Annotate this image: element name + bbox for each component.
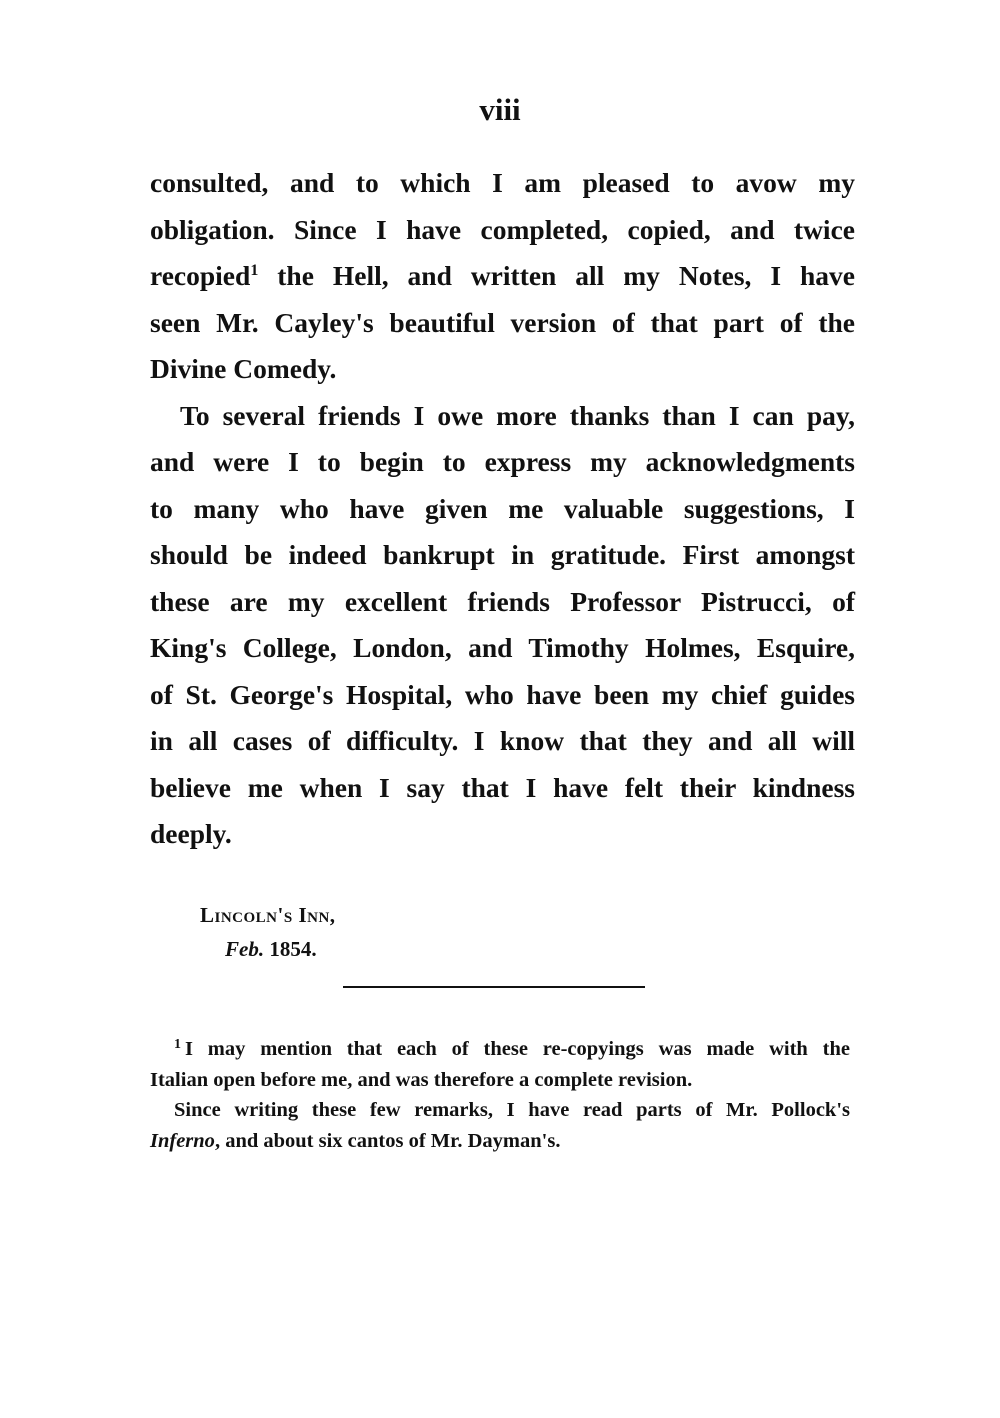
text-line: believe me when I say that I have felt their kindness (150, 771, 855, 803)
text-line: obligation. Since I have completed, copied, and twice (150, 213, 855, 245)
page-number: viii (479, 92, 521, 127)
footnote-line (150, 1030, 850, 1065)
signature-date-year: 1854. (264, 937, 317, 961)
footnote-line: Italian open before me, and was therefore a complete revision. (150, 1068, 693, 1091)
text-line: consulted, and to which I am pleased to avow my (150, 167, 855, 198)
signature-date-month: Feb. (225, 937, 265, 961)
text-line (150, 253, 855, 300)
text-span: I may mention that each of these re-copyings was made with the (185, 1038, 850, 1060)
text-line: Divine Comedy. (150, 353, 337, 384)
text-line: to many who have given me valuable suggestions, I (150, 492, 855, 524)
book-title: Inferno (150, 1129, 215, 1152)
text-line: seen Mr. Cayley's beautiful version of that part of the (150, 306, 855, 338)
text-line: in all cases of difficulty. I know that they and all will (150, 725, 855, 756)
text-line: To several friends I owe more thanks than I can pay, (180, 399, 855, 431)
signature-date (200, 932, 336, 966)
text-line: should be indeed bankrupt in gratitude. First amongst (150, 539, 855, 570)
text-line: and were I to begin to express my acknowledgments (150, 446, 855, 477)
footnote-line: Since writing these few remarks, I have read parts of Mr. Pollock's (174, 1099, 850, 1121)
paragraph-2 (150, 393, 855, 858)
paragraph-1 (150, 160, 855, 393)
footnote-line (150, 1126, 850, 1157)
signature-block (200, 898, 336, 966)
footnote-divider (343, 986, 645, 988)
body-text (150, 160, 855, 858)
text-span: the Hell, and written all my Notes, I have (258, 260, 855, 291)
text-line: these are my excellent friends Professor Pistrucci, of (150, 585, 855, 617)
text-line: of St. George's Hospital, who have been my chief guides (150, 678, 855, 710)
text-span: recopied (150, 260, 251, 291)
text-span: , and about six cantos of Mr. Dayman's. (214, 1129, 561, 1152)
text-line: King's College, London, and Timothy Holmes, Esquire, (150, 632, 855, 663)
footnote-reference[interactable]: 1 (250, 262, 259, 279)
signature-place: Lincoln's Inn, (200, 903, 336, 927)
footnotes (150, 1030, 850, 1156)
footnote-marker: 1 (174, 1037, 181, 1052)
text-line: deeply. (150, 818, 232, 849)
